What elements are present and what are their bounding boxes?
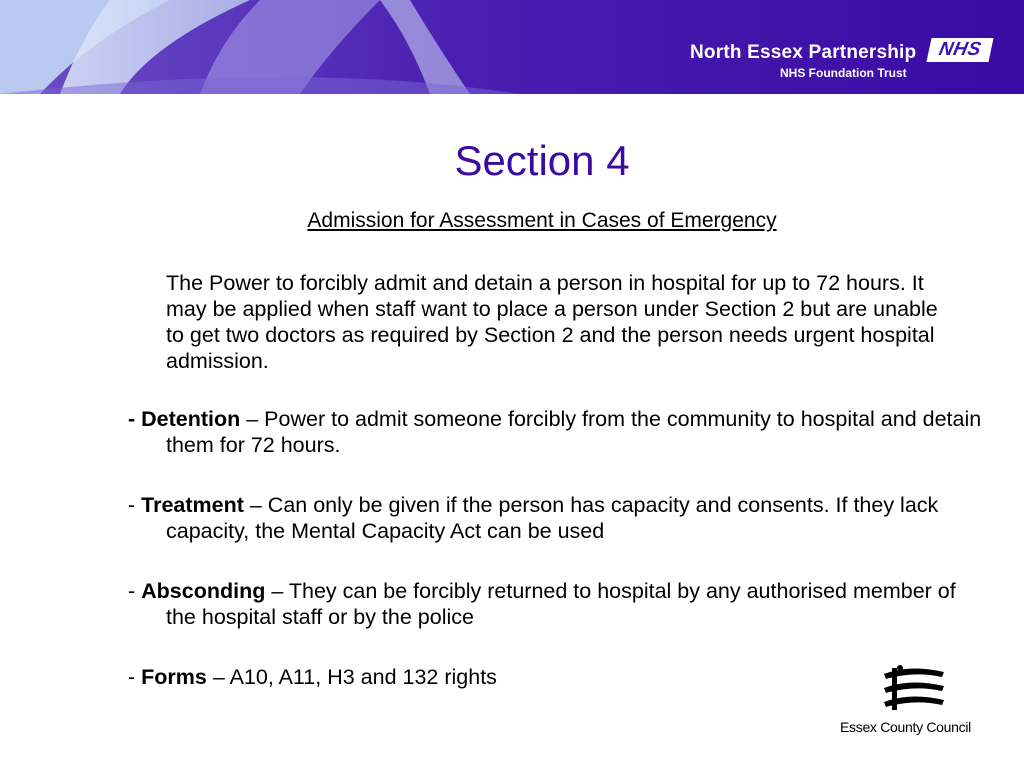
- nhs-logo: [926, 38, 993, 62]
- bullet-detention: [128, 406, 986, 458]
- bullet-term: Absconding: [141, 579, 266, 603]
- nhs-logo-text: NHS: [937, 39, 984, 60]
- bullet-text: – Can only be given if the person has capacity and consents. If they lack capacity, the Mental Capacity Act can be used: [166, 493, 939, 543]
- bullet-prefix: -: [128, 493, 142, 517]
- ecc-name: Essex County Council: [840, 719, 971, 735]
- org-subtitle: NHS Foundation Trust: [780, 66, 907, 80]
- bullet-term: Detention: [141, 407, 241, 431]
- essex-seaxes-icon: [880, 664, 950, 714]
- org-name: North Essex Partnership: [690, 42, 917, 63]
- intro-paragraph: The Power to forcibly admit and detain a person in hospital for up to 72 hours. It may be applied when staff want to place a person under Section 2 but are unable to get two doctors as required by Section 2 and the person needs urgent hospital admission.: [166, 271, 938, 373]
- bullet-text: – A10, A11, H3 and 132 rights: [206, 665, 497, 689]
- bullet-text: – Power to admit someone forcibly from the community to hospital and detain them for 72 hours.: [166, 407, 982, 457]
- bullet-term: Forms: [141, 665, 207, 689]
- header-banner: [0, 0, 1024, 94]
- bullet-prefix: -: [128, 665, 142, 689]
- bullet-term: Treatment: [141, 493, 244, 517]
- slide-title: Section 4: [454, 137, 630, 184]
- bullet-prefix: -: [128, 407, 142, 431]
- bullet-text: – They can be forcibly returned to hospital by any authorised member of the hospital staff or by the police: [166, 579, 956, 629]
- bullet-treatment: [128, 492, 986, 544]
- bullet-prefix: -: [128, 579, 142, 603]
- slide-subtitle: Admission for Assessment in Cases of Emergency: [307, 209, 777, 232]
- bullet-absconding: [128, 578, 986, 630]
- bullet-forms: [128, 664, 986, 690]
